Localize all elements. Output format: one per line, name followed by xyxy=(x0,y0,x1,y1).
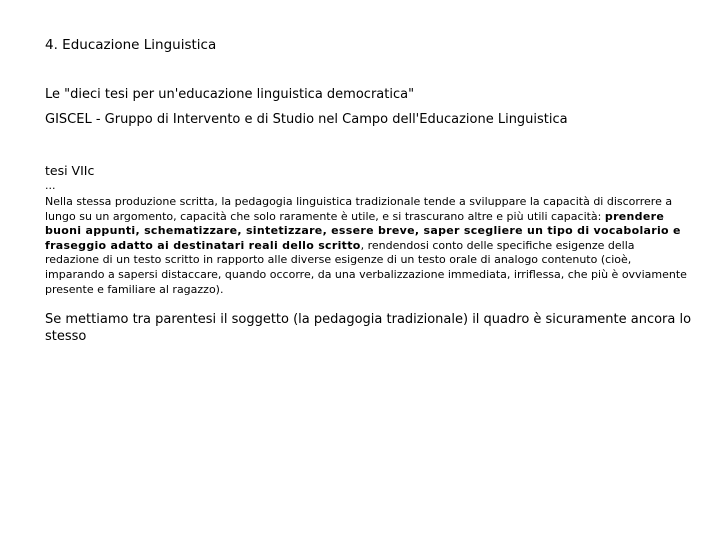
document-subtitle: Le "dieci tesi per un'educazione linguistica democratica" xyxy=(45,87,415,102)
thesis-paragraph-bold: prendere buoni appunti, schematizzare, sintetizzare, essere breve, saper scegliere un tipo di vocabolario e fraseggio adatto ai destinatari reali dello scritto xyxy=(45,209,681,252)
page-title: 4. Educazione Linguistica xyxy=(45,37,217,53)
ellipsis-marker: ... xyxy=(45,179,56,192)
thesis-paragraph-end: , rendendosi conto delle specifiche esigenze della redazione di un testo scritto in rapporto alle diverse esigenze di un testo orale di analogo contenuto (cioè, imparando a sapersi distaccare, quando occorre, da una verbalizzazione immediata, irriflessa, che più è ovviamente presente e familiare al ragazzo). xyxy=(45,238,687,296)
thesis-paragraph-intro: Nella stessa produzione scritta, la pedagogia linguistica tradizionale tende a sviluppare la capacità di discorrere a lungo su un argomento, capacità che solo raramente è utile, e si trascurano altre e più utili capacità: xyxy=(45,195,673,223)
author-comment: Se mettiamo tra parentesi il soggetto (la pedagogia tradizionale) il quadro è sicuramente ancora lo stesso xyxy=(45,312,692,344)
thesis-paragraph xyxy=(45,195,690,297)
organization-name: GISCEL - Gruppo di Intervento e di Studio nel Campo dell'Educazione Linguistica xyxy=(45,112,568,127)
thesis-label: tesi VIIc xyxy=(45,163,95,178)
